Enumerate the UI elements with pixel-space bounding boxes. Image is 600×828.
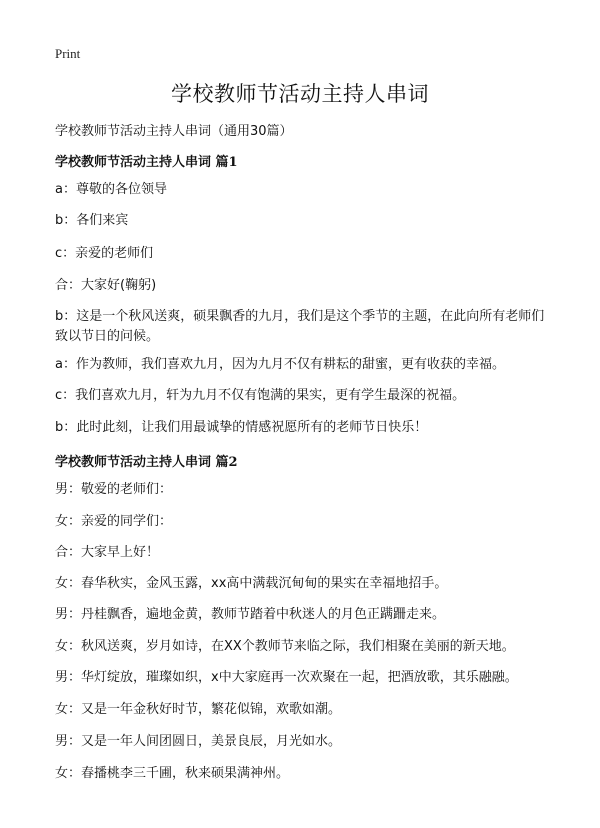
dialogue-line: b：各们来宾 bbox=[55, 213, 129, 228]
dialogue-line: 男：丹桂飘香，遍地金黄，教师节踏着中秋迷人的月色正蹒跚走来。 bbox=[55, 607, 446, 622]
dialogue-line: 男：敬爱的老师们： bbox=[55, 482, 173, 497]
page-title: 学校教师节活动主持人串词 bbox=[171, 82, 429, 106]
dialogue-line: 女：亲爱的同学们： bbox=[55, 514, 173, 529]
document-subtitle: 学校教师节活动主持人串词（通用30篇） bbox=[55, 124, 293, 139]
dialogue-line: 女：又是一年金秋好时节，繁花似锦，欢歌如潮。 bbox=[55, 702, 342, 717]
dialogue-line: a：作为教师，我们喜欢九月，因为九月不仅有耕耘的甜蜜，更有收获的幸福。 bbox=[55, 357, 505, 372]
dialogue-line: 合：大家好(鞠躬) bbox=[55, 278, 157, 293]
print-link[interactable]: Print bbox=[55, 46, 81, 61]
section-heading: 学校教师节活动主持人串词 篇1 bbox=[55, 155, 238, 170]
dialogue-line: 合：大家早上好！ bbox=[55, 545, 160, 560]
dialogue-line: 女：秋风送爽，岁月如诗，在XX个教师节来临之际，我们相聚在美丽的新天地。 bbox=[55, 639, 515, 654]
dialogue-line: b：这是一个秋风送爽，硕果飘香的九月，我们是这个季节的主题，在此向所有老师们致以节日的问候。 bbox=[55, 309, 545, 344]
dialogue-line: 男：华灯绽放，璀璨如织，x中大家庭再一次欢聚在一起，把酒放歌，其乐融融。 bbox=[55, 670, 518, 685]
dialogue-line: b：此时此刻，让我们用最诚挚的情感祝愿所有的老师节日快乐！ bbox=[55, 420, 428, 435]
dialogue-line: c：亲爱的老师们 bbox=[55, 246, 154, 261]
dialogue-line: 男：又是一年人间团圆日，美景良辰，月光如水。 bbox=[55, 734, 342, 749]
dialogue-line: c：我们喜欢九月，轩为九月不仅有饱满的果实，更有学生最深的祝福。 bbox=[55, 388, 466, 403]
dialogue-line: 女：春华秋实，金风玉露，xx高中满载沉甸甸的果实在幸福地招手。 bbox=[55, 576, 448, 591]
section-heading: 学校教师节活动主持人串词 篇2 bbox=[55, 455, 238, 470]
dialogue-line: a：尊敬的各位领导 bbox=[55, 182, 167, 197]
dialogue-line: 女：春播桃李三千圃，秋来硕果满神州。 bbox=[55, 766, 290, 781]
